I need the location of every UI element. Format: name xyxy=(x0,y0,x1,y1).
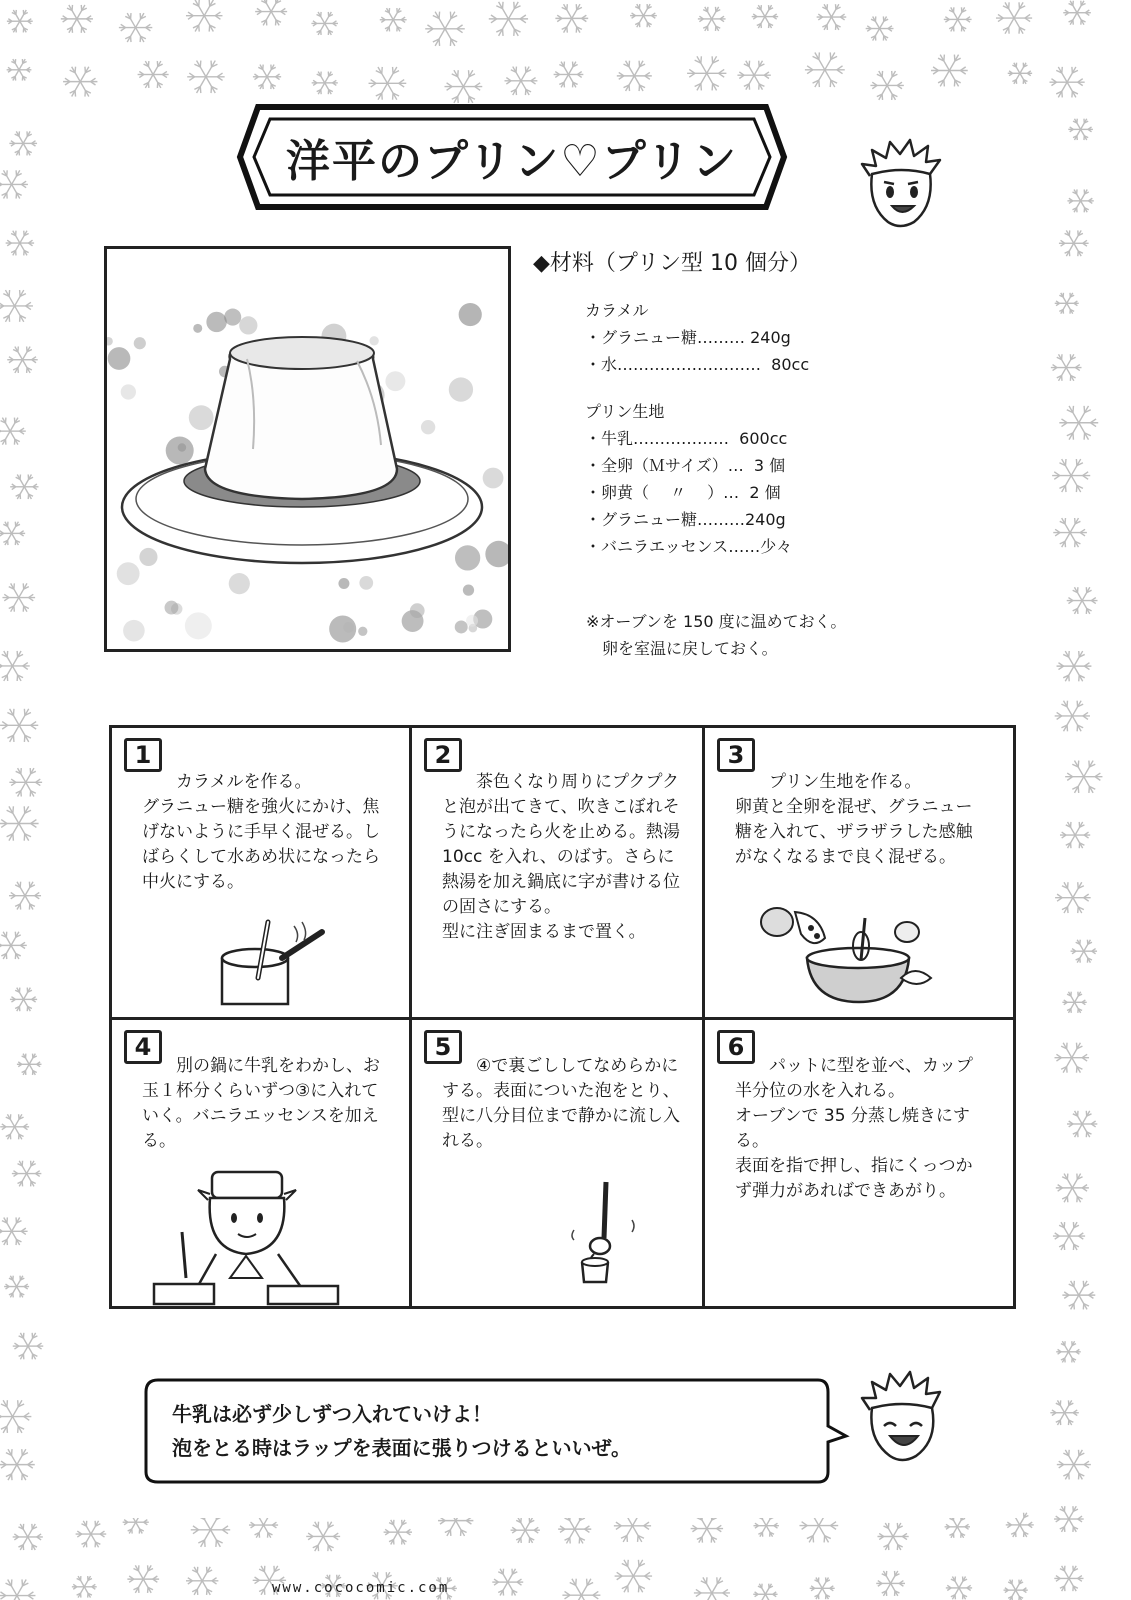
strainer-pouring-illustration xyxy=(570,1178,650,1288)
smiling-chef-face-icon xyxy=(860,1368,944,1468)
chef-with-ladle-illustration xyxy=(150,1160,350,1306)
caramel-title: カラメル xyxy=(585,301,649,320)
ingredient-item: ・バニラエッセンス……少々 xyxy=(585,537,793,556)
pudding-illustration-panel xyxy=(104,246,511,652)
footer-url: www.cococomic.com xyxy=(272,1580,450,1596)
recipe-title: 洋平のプリン♡プリン xyxy=(286,136,738,187)
tip-line-1: 牛乳は必ず少しずつ入れていけよ！ xyxy=(172,1402,492,1426)
step-6 xyxy=(705,1020,1013,1306)
step-text: 別の鍋に牛乳をわかし、お玉１杯分くらいずつ③に入れていく。バニラエッセンスを加える。 xyxy=(142,1056,380,1151)
tip-line-2: 泡をとる時はラップを表面に張りつけるといいぜ。 xyxy=(172,1436,631,1460)
step-3 xyxy=(705,728,1013,1017)
tip-text xyxy=(172,1397,792,1465)
pudding-base-title: プリン生地 xyxy=(585,402,665,421)
ingredient-item: ・水……………………… 80cc xyxy=(585,355,810,374)
ingredient-item: ・全卵（Ｍサイズ）… 3 個 xyxy=(585,456,786,475)
step-2 xyxy=(412,728,702,1017)
steps-grid xyxy=(109,725,1016,1309)
step-number: 6 xyxy=(717,1030,755,1064)
egg-mixing-bowl-illustration xyxy=(755,898,935,1008)
step-1 xyxy=(112,728,409,1017)
ingredients-section xyxy=(533,250,953,560)
step-text: カラメルを作る。 グラニュー糖を強火にかけ、焦げないように手早く混ぜる。しばらくして水あめ状になったら中火にする。 xyxy=(142,772,380,892)
step-number: 5 xyxy=(424,1030,462,1064)
pudding-on-plate-illustration xyxy=(107,249,508,649)
step-number: 1 xyxy=(124,738,162,772)
step-text: 茶色くなり周りにプクプクと泡が出てきて、吹きこぼれそうになったら火を止める。熱湯 10cc を入れ、のばす。さらに熱湯を加え鍋底に字が書ける位の固さにする。 型に注ぎ固まるまで置く。 xyxy=(442,772,680,942)
chef-face-icon xyxy=(858,136,942,232)
ingredient-item: ・グラニュー糖……… 240g xyxy=(585,328,791,347)
preparation-note: ※オーブンを 150 度に温めておく。 卵を室温に戻しておく。 xyxy=(586,612,847,658)
step-text: パットに型を並べ、カップ半分位の水を入れる。 オーブンで 35 分蒸し焼きにする。 表面を指で押し、指にくっつかず弾力があればできあがり。 xyxy=(735,1056,973,1201)
ingredient-item: ・卵黄（ 〃 ）… 2 個 xyxy=(585,483,781,502)
step-text: プリン生地を作る。 卵黄と全卵を混ぜ、グラニュー糖を入れて、ザラザラした感触がなくなるまで良く混ぜる。 xyxy=(735,772,973,867)
step-4 xyxy=(112,1020,409,1306)
ingredient-item: ・グラニュー糖………240g xyxy=(585,510,786,529)
step-text: ④で裏ごししてなめらかにする。表面についた泡をとり、型に八分目位まで静かに流し入れる。 xyxy=(442,1056,680,1151)
step-number: 3 xyxy=(717,738,755,772)
title-banner xyxy=(236,103,788,211)
caramel-pan-illustration xyxy=(204,918,334,1010)
step-number: 4 xyxy=(124,1030,162,1064)
ingredient-item: ・牛乳……………… 600cc xyxy=(585,429,788,448)
ingredients-heading: ◆材料（プリン型 10 個分） xyxy=(533,251,812,276)
step-5 xyxy=(412,1020,702,1306)
step-number: 2 xyxy=(424,738,462,772)
